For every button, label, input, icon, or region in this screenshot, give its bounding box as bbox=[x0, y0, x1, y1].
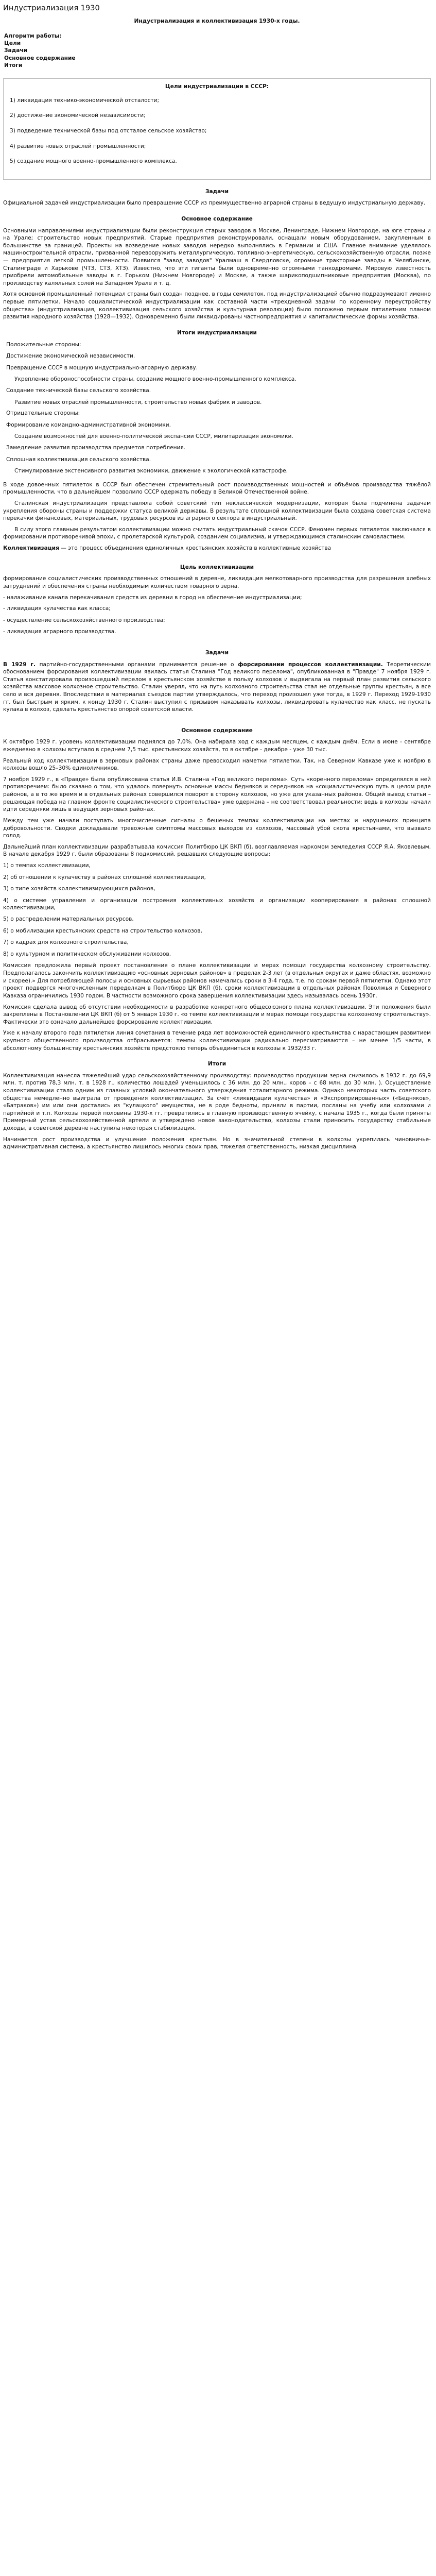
subcommission-item: 3) о типе хозяйств коллективизирующихся районов, bbox=[3, 886, 155, 892]
toc-item-tasks: Задачи bbox=[4, 47, 28, 54]
tasks-title: Задачи bbox=[205, 188, 229, 195]
collectivization-paragraph: Между тем уже начали поступать многочисленные сигналы о бешеных темпах коллективизации на местах и нарушениях принципа добровольности. Сводки докладывали тревожные симптомы массовых выходов из колхозов, массовый убой скота крестьянами, что вызвало голод. bbox=[3, 817, 431, 839]
collectivization-aims-item: - ликвидация аграрного производства. bbox=[3, 629, 116, 635]
collectivization-results-paragraph: Коллективизация нанесла тяжелейший удар сельскохозяйственному производству: производство продукции зерна снизилось в 1932 г. до 69,9 млн. т. против 78,3 млн. т. в 1928 г., количество лошадей уменьшилось с 36 млн. до 20 млн., коров – с 68 млн. до 30 млн. ). Осуществление коллективизации стало одним из главных условий окончательного утверждения тоталитарного режима. Однако некоторых часть советского общества немедленно выиграла от проведения коллективизации. За счёт «ликвидации кулачества» и «Экспроприированных» («Бедняков», «Батраков») им или они достались из "кулацкого" имущества, не в роде бедноты, приняли в партии, посланы на учебу или колхозами и партийной и т.п. Колхозы первой половины 1930-х гг. превратились в главную производственную ячейку, с начала 1935 г., когда были приняты Примерный устав сельскохозяйственной артели и утверждено новое законодательство, колхозы стали приносить государству стабильные доходы, в советской деревне наступила некоторая стабилизация. bbox=[3, 1072, 431, 1132]
collectivization-paragraph: Комиссия сделала вывод об отсутствии необходимости в разработке конкретного общесоюзного плана коллективизации. Эти положения были закреплены в Постановлении ЦК ВКП (б) от 5 января 1930 г. «о темпе коллективизации и мерах помощи государства колхозному строительству». Фактически это означало дальнейшее форсирование коллективизации. bbox=[3, 1004, 431, 1025]
aim-item: 5) создание мощного военно-промышленного комплекса. bbox=[10, 158, 177, 165]
negative-item: Сплошная коллективизация сельского хозяйства. bbox=[6, 456, 151, 463]
collectivization-aims-item: - налаживание канала перекачивания средств из деревни в город на обеспечение индустриализации; bbox=[3, 594, 302, 601]
subcommission-item: 4) о системе управления и организации построения коллективных хозяйств и организации кооперирования в районах сплошной коллективизации, bbox=[3, 897, 431, 911]
negative-item: Стимулирование экстенсивного развития экономики, движение к экологической катастрофе. bbox=[14, 468, 288, 474]
positive-item: Достижение экономической независимости. bbox=[6, 353, 135, 360]
tasks-text-rest: Теоретическим обоснованием форсирования коллективизации явилась статья Сталина "Год великого перелома", опубликованная в "Правде" 7 ноября 1929 г. Статья констатировала произошедший перелом в крестьянском хозяйстве в пользу колхозов и выдвигала на первый план развития сельского хозяйства массовое колхозное строительство. Сталин уверял, что на путь колхозного строительства стал не отдельные группы крестьян, а все село и вся деревня. Впоследствии в материалах съездов партии утверждалось, что переход произошел уже тогда, в 1929 г. Переход 1929-1930 гг. был быстрым и ярким, к концу 1930 г. Сталин выступил с призывом наказывать колхозы, ликвидировать кулачество как класс, не пускать кулака в колхоз, сделать крестьянство опорой советской власти. bbox=[3, 661, 431, 713]
page-title: Индустриализация 1930 bbox=[3, 4, 100, 12]
negative-item: Замедление развития производства предметов потребления. bbox=[6, 444, 186, 451]
subcommission-item: 2) об отношении к кулачеству в районах сплошной коллективизации, bbox=[3, 874, 206, 880]
positive-item: Превращение СССР в мощную индустриально-аграрную державу. bbox=[6, 364, 198, 371]
collectivization-results-paragraph: Начинается рост производства и улучшение положения крестьян. Но в значительной степени в колхозы укрепилась чиновничье-административная система, а крестьянство лишилось многих своих прав, тяжелая ответственность, низкая дисциплина. bbox=[3, 1136, 431, 1150]
collectivization-paragraph: К октябрю 1929 г. уровень коллективизации поднялся до 7,0%. Она набирала ход с каждым месяцем, с каждым днём. Если в июне - сентябре ежедневно в колхозы вступало в среднем 7,5 тыс. крестьянских хозяйств, то в октябре - декабре - уже 30 тыс. bbox=[3, 739, 431, 753]
subcommission-item: 5) о распределении материальных ресурсов, bbox=[3, 916, 134, 923]
positive-sides-label: Положительные стороны: bbox=[6, 341, 81, 348]
collectivization-aims-title: Цель коллективизации bbox=[180, 564, 254, 570]
collectivization-paragraph: 7 ноября 1929 г., в «Правде» была опубликована статья И.В. Сталина «Год великого перелома». Суть «коренного перелома» определялся в ней противоречием: было сказано о том, что удалось повернуть основные массы бедняков и середняков на «социалистическую путь в целом ряде районов, а в то же время и в отдельных районах совершился поворот в сторону колхозов, но уже для указанных районов. Общий вывод статьи – решающая победа на главном фронте социалистического строительства» уже одержана – не соответствовал реальности: ведь в колхозы начали идти середняки лишь в ведущих зерновых районах. bbox=[3, 776, 431, 813]
toc-item-aims: Цели bbox=[4, 40, 21, 46]
aim-item: 4) развитие новых отраслей промышленности; bbox=[10, 143, 146, 149]
table-of-contents bbox=[4, 32, 431, 69]
positive-item: Развитие новых отраслей промышленности, строительство новых фабрик и заводов. bbox=[14, 399, 262, 405]
collectivization-definition-text: — это процесс объединения единоличных крестьянских хозяйств в коллективные хозяйства bbox=[59, 545, 332, 552]
main-paragraph: Хотя основной промышленный потенциал страны был создан позднее, в годы семилеток, под индустриализацией обычно подразумевают именно первые пятилетки. Начало социалистической индустриализации как составной части «трехдневной задачи по коренному переустройству общества» (индустриализация, коллективизация сельского хозяйства и культурная революция) было положено первым пятилетним планом развития народного хозяйства (1928—1932). Одновременно были ликвидированы частнопредприятия и капиталистические формы хозяйства. bbox=[3, 291, 431, 320]
collectivization-aims-item: - осуществление сельскохозяйственного производства; bbox=[3, 617, 165, 623]
tasks-text-mid: партийно-государственными органами принимается решение о bbox=[36, 661, 238, 668]
negative-item: Создание возможностей для военно-политической экспансии СССР, милитаризация экономики. bbox=[14, 433, 293, 440]
collectivization-paragraph: Уже к началу второго года пятилетки линия сочетания в течение ряда лет возможностей единоличного крестьянства с нарастающим развитием крупного общественного производства отбрасывается: темпы коллективизации радикально пересматриваются – не менее 1/5 части, в абсолютному большинству крестьянских хозяйств предстояло теперь объединиться в колхозы к 1932/33 г. bbox=[3, 1030, 431, 1052]
aim-item: 3) подведение технической базы под отсталое сельское хозяйство; bbox=[10, 127, 207, 134]
aim-item: 2) достижение экономической независимости; bbox=[10, 112, 146, 119]
toc-item-algorithm: Алгоритм работы: bbox=[4, 32, 62, 39]
industrialization-aims-box bbox=[3, 78, 431, 180]
collectivization-paragraph: Реальный ход коллективизации в зерновых районах страны даже превосходил наметки пятилетки. Так, на Северном Кавказе уже к ноябрю в колхозы вошло 25–30% единоличников. bbox=[3, 757, 431, 772]
collectivization-definition bbox=[3, 545, 431, 552]
results-title: Итоги индустриализации bbox=[177, 329, 257, 336]
document-page bbox=[0, 0, 436, 1161]
aims-title: Цели индустриализации в СССР: bbox=[165, 83, 269, 90]
main-paragraph: Основными направлениями индустриализации были реконструкция старых заводов в Москве, Ленинграде, Нижнем Новгороде, на юге страны и на Урале; строительство новых предприятий. Старые предприятия реконструировали, оснащали новым оборудованием, закупленным в большинстве за границей. Проекты на возведение новых заводов нередко выполнялись в Германии и США. Главное внимание уделялось машиностроительной отрасли, призванной перевооружить металлургическую, топливно-энергетическую, сельскохозяйственную отрасли, позже — предприятия легкой промышленности. Появился "завод заводов" Уралмаш в Свердловске, огромные тракторные заводы в Челябинске, Сталинграде и Харькове (ЧТЗ, СТЗ, ХТЗ). Известно, что эти гиганты были одновременно огромными танкодромами. Мировую известность приобрели автомобильные заводы в г. Горьком (Нижнем Новгороде) и Москве, а также шарикоподшипниковые предприятия (Москва), по производству каляльных солей на Западном Урале и т. д. bbox=[3, 227, 431, 286]
collectivization-tasks-text bbox=[3, 661, 431, 714]
collectivization-term: Коллективизация bbox=[3, 545, 59, 552]
collectivization-aims-item: - ликвидация кулачества как класса; bbox=[3, 605, 111, 612]
main-content-title: Основное содержание bbox=[181, 215, 253, 222]
toc-item-results: Итоги bbox=[4, 62, 23, 69]
subcommission-item: 7) о кадрах для колхозного строительства, bbox=[3, 939, 129, 946]
tasks-text-bold: форсировании процессов коллективизации. bbox=[238, 661, 383, 668]
toc-item-main-content: Основное содержание bbox=[4, 55, 76, 61]
subcommission-item: 6) о мобилизации крестьянских средств на строительство колхозов, bbox=[3, 927, 202, 934]
collectivization-tasks-title: Задачи bbox=[205, 649, 229, 656]
collectivization-main-title: Основное содержание bbox=[181, 727, 253, 734]
collectivization-aims-lead: формирование социалистических производственных отношений в деревне, ликвидация мелкотоварного производства для разрешения хлебных затруднений и обеспечения страны необходимым количеством товарного зерна. bbox=[3, 575, 431, 589]
tasks-text: Официальной задачей индустриализации было превращение СССР из преимущественно аграрной страны в ведущую индустриальную державу. bbox=[3, 200, 426, 207]
results-paragraph: В силу этого главным результатом коллективизации можно считать индустриальный скачок СССР. Феномен первых пятилеток заключался в формировании противоречивой эпохи, с пролетарской культурой, созданием социализма, и утверждающимся сталинским самовластием. bbox=[3, 526, 431, 540]
document-heading: Индустриализация и коллективизация 1930-х годы. bbox=[134, 18, 300, 24]
collectivization-results-title: Итоги bbox=[207, 1061, 226, 1067]
results-paragraph: Сталинская индустриализация представляла собой советский тип неклассической модернизации, которая была подчинена задачам укрепления обороны страны и поддержки статуса великой державы. В результате сплошной коллективизации была создана советская система перекачки финансовых, материальных, трудовых ресурсов из аграрного сектора в индустриальный. bbox=[3, 500, 431, 522]
subcommission-item: 1) о темпах коллективизации, bbox=[3, 862, 91, 869]
positive-item: Создание технической базы сельского хозяйства. bbox=[6, 387, 151, 394]
collectivization-paragraph: Комиссия предложила первый проект постановления о плане коллективизации и мерах помощи государства колхозному строительству. Предполагалось закончить коллективизацию «основных зерновых районов» в пределах 2-3 лет (в отдельных округах и даже областях, возможно и скорее).» Для потребляющей полосы и основных сырьевых районов намечались сроки в 3-4 года, т.е. по срокам первой пятилетки. Однако этот проект подвергся многочисленным переделкам в Политбюро ЦК ВКП (б), сроки коллективизации в отдельных районах Поволжья и Северного Кавказа ограничились 1930 годом. В частности возможного срока завершения коллективизации здесь называлась осень 1930г. bbox=[3, 962, 431, 999]
collectivization-paragraph: Дальнейший план коллективизации разрабатывала комиссия Политбюро ЦК ВКП (б), возглавляемая наркомом земледелия СССР Я.А. Яковлевым. В начале декабря 1929 г. были образованы 8 подкомиссий, решавших следующие вопросы: bbox=[3, 843, 431, 858]
aim-item: 1) ликвидация технико-экономической отсталости; bbox=[10, 97, 160, 104]
negative-sides-label: Отрицательные стороны: bbox=[6, 410, 80, 417]
tasks-year: В 1929 г. bbox=[3, 661, 36, 668]
results-paragraph: В ходе довоенных пятилеток в СССР был обеспечен стремительный рост производственных мощностей и объёмов производства тяжёлой промышленности, что в дальнейшем позволило СССР одержать победу в Великой Отечественной войне. bbox=[3, 481, 431, 496]
negative-item: Формирование командно-административной экономики. bbox=[6, 421, 171, 428]
positive-item: Укрепление обороноспособности страны, создание мощного военно-промышленного комплекса. bbox=[14, 376, 297, 383]
subcommission-item: 8) о культурном и политическом обслуживании колхозов. bbox=[3, 951, 171, 957]
